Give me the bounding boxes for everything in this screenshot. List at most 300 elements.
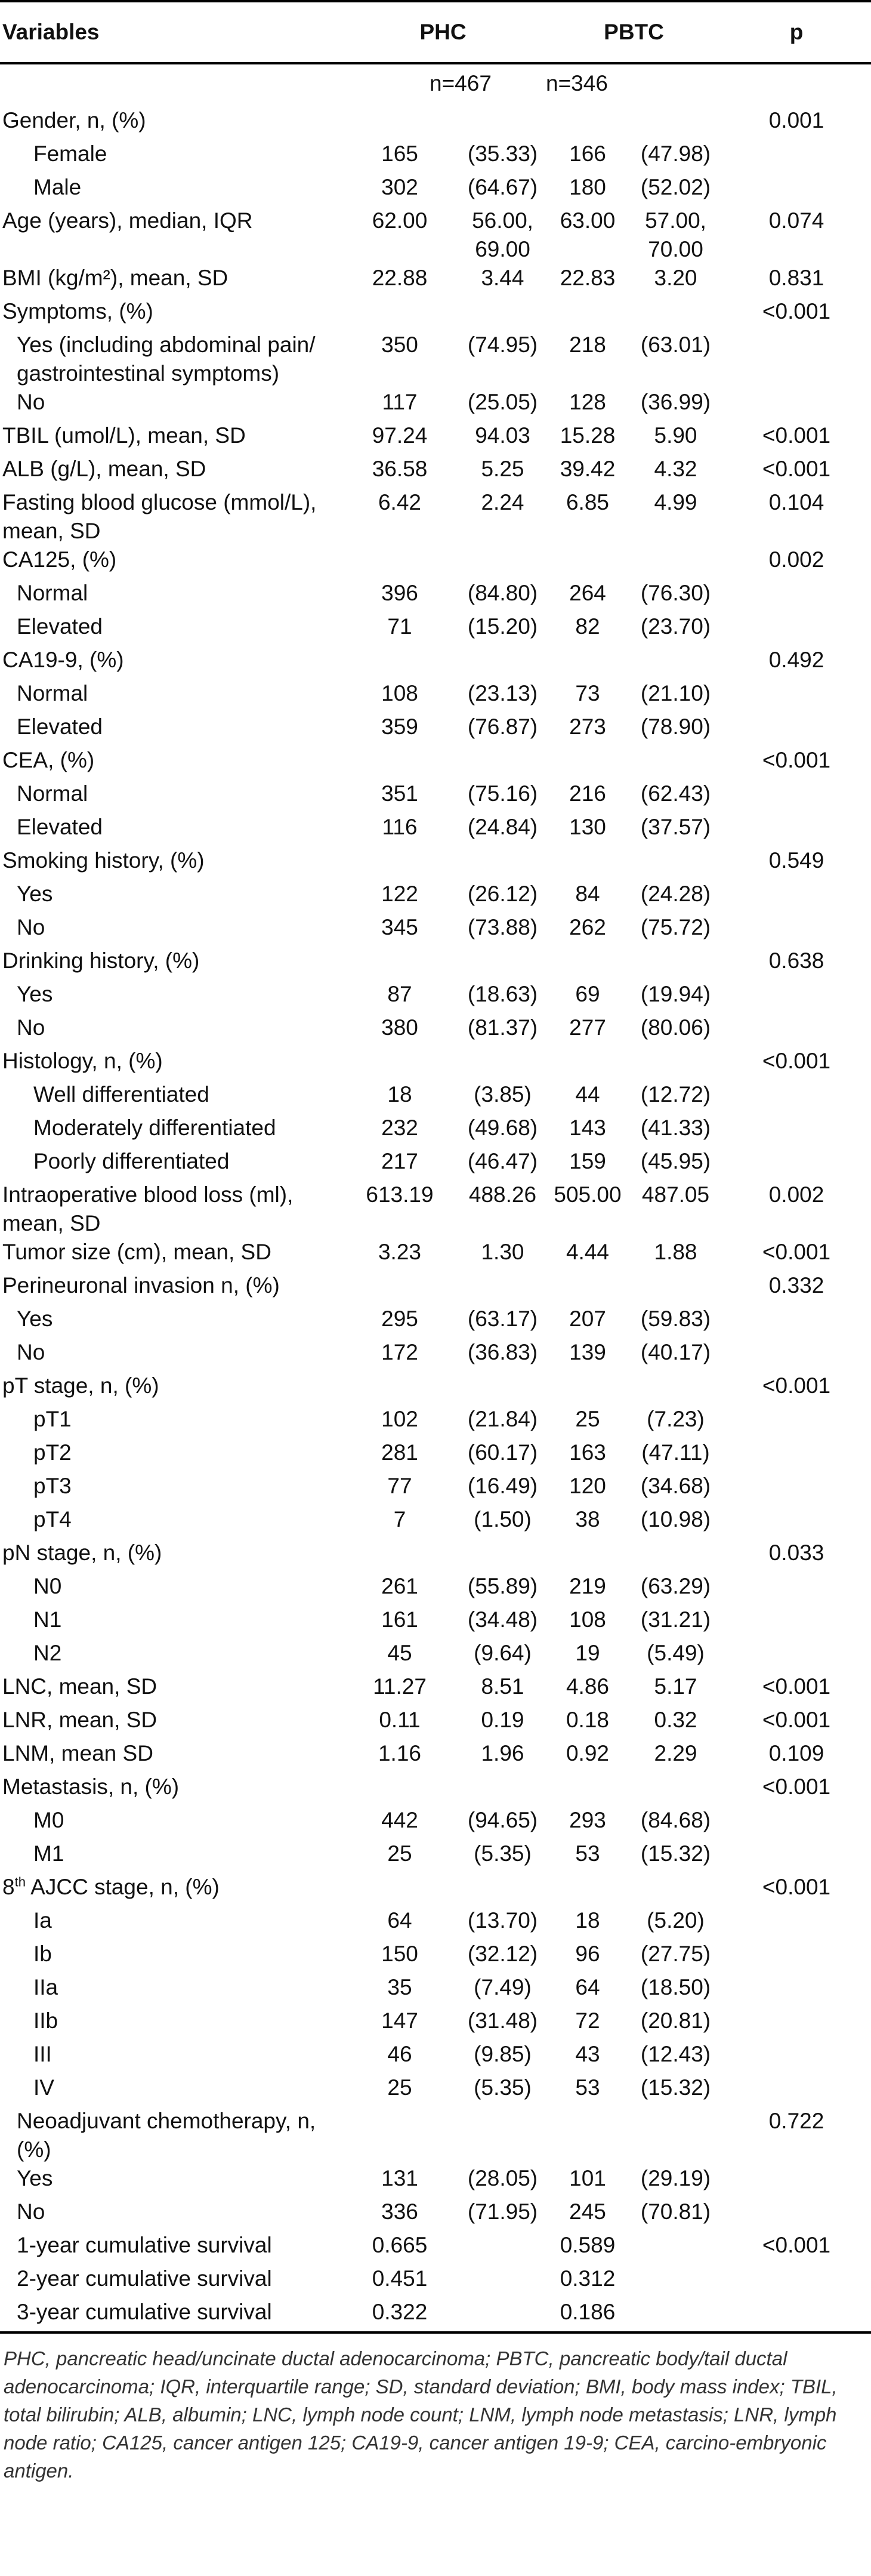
pbtc-detail: (24.28) — [640, 882, 711, 906]
row-label: LNR, mean, SD — [2, 1708, 157, 1732]
pbtc-detail: (45.95) — [640, 1149, 711, 1173]
pbtc-value: 143 — [569, 1116, 606, 1140]
pbtc-value: 219 — [569, 1574, 606, 1598]
table-row — [0, 1906, 871, 1940]
phc-value: 172 — [381, 1340, 418, 1364]
pbtc-value: 18 — [575, 1908, 600, 1933]
p-value — [722, 1572, 871, 1606]
pbtc-detail: (47.11) — [641, 1440, 710, 1465]
pbtc-value: 69 — [575, 982, 600, 1006]
phc-value: 295 — [381, 1307, 418, 1331]
row-label: Yes — [17, 1307, 53, 1331]
table-footnote: PHC, pancreatic head/uncinate ductal adenocarcinoma; PBTC, pancreatic body/tail ductal adenocarcinoma; IQR, interquartile range; SD, standard deviation; BMI, body mass index; TBIL, total bilirubin; ALB, albumin; LNC, lymph node count; LNM, lymph node metastasis; LNR, lymph node ratio; CA125, cancer antigen 125; CA19-9, cancer antigen 19-9; CEA, carcino-embryonic antigen. — [4, 2347, 838, 2482]
pbtc-detail: (19.94) — [640, 982, 711, 1006]
pbtc-value: 0.18 — [566, 1708, 609, 1732]
row-label: Perineuronal invasion n, (%) — [2, 1273, 280, 1298]
pbtc-detail: (47.98) — [640, 141, 711, 166]
p-value — [722, 1973, 871, 2007]
header-variables: Variables — [0, 1, 340, 63]
p-value — [722, 1338, 871, 1372]
pbtc-sample-size: n=346 — [546, 71, 608, 95]
p-value: <0.001 — [762, 1674, 831, 1699]
phc-value: 0.451 — [372, 2266, 428, 2291]
pbtc-value: 180 — [569, 175, 606, 199]
row-label: No — [17, 1015, 45, 1040]
row-label: Yes — [17, 2166, 53, 2190]
table-row — [0, 947, 871, 980]
p-value — [722, 1806, 871, 1839]
pbtc-detail: (15.32) — [640, 2075, 711, 2100]
p-value — [722, 331, 871, 388]
p-value — [722, 612, 871, 646]
table-row — [0, 713, 871, 746]
phc-value: 351 — [381, 781, 418, 806]
phc-value: 36.58 — [372, 457, 428, 481]
row-label: M0 — [33, 1808, 64, 1832]
p-value — [722, 980, 871, 1013]
table-row — [0, 207, 871, 264]
table-row — [0, 1873, 871, 1906]
pbtc-detail: (40.17) — [640, 1340, 711, 1364]
table-row — [0, 1839, 871, 1873]
p-value — [722, 1940, 871, 1973]
pbtc-detail — [629, 746, 722, 779]
phc-detail: (21.84) — [467, 1407, 538, 1431]
phc-detail: (74.95) — [467, 332, 538, 357]
table-row — [0, 546, 871, 579]
phc-detail — [459, 846, 546, 880]
pbtc-value: 15.28 — [560, 423, 616, 448]
table-row — [0, 1773, 871, 1806]
phc-value — [340, 1773, 459, 1806]
p-value — [722, 1013, 871, 1047]
row-label: Female — [33, 141, 107, 166]
p-value: 0.638 — [768, 948, 824, 973]
phc-detail — [459, 1271, 546, 1305]
table-row — [0, 579, 871, 612]
row-label: Normal — [17, 581, 88, 605]
row-label: No — [17, 1340, 45, 1364]
phc-detail: (18.63) — [467, 982, 538, 1006]
p-value — [722, 679, 871, 713]
phc-detail: 56.00, 69.00 — [472, 208, 533, 261]
phc-value: 117 — [382, 390, 418, 414]
p-value: 0.831 — [768, 266, 824, 290]
pbtc-detail: 0.32 — [654, 1708, 697, 1732]
table-row — [0, 1940, 871, 1973]
row-label: Poorly differentiated — [33, 1149, 230, 1173]
phc-value: 261 — [381, 1574, 418, 1598]
row-label: Histology, n, (%) — [2, 1049, 163, 1073]
p-value: 0.104 — [768, 490, 824, 514]
pbtc-detail: 3.20 — [654, 266, 697, 290]
phc-detail: 2.24 — [481, 490, 524, 514]
table-row — [0, 1080, 871, 1114]
phc-value — [340, 947, 459, 980]
row-label: Ib — [33, 1942, 52, 1966]
p-value — [722, 913, 871, 947]
pbtc-value: 108 — [569, 1607, 606, 1632]
pbtc-value: 53 — [575, 1841, 600, 1866]
pbtc-detail: (59.83) — [640, 1307, 711, 1331]
phc-value — [340, 1047, 459, 1080]
phc-value: 3.23 — [378, 1240, 421, 1264]
table-row — [0, 1706, 871, 1739]
p-value — [722, 2264, 871, 2298]
phc-value: 336 — [381, 2199, 418, 2224]
p-value: 0.109 — [768, 1741, 824, 1765]
row-label: LNM, mean SD — [2, 1741, 153, 1765]
table-row — [0, 2073, 871, 2107]
pbtc-detail: (21.10) — [640, 681, 711, 705]
table-row — [0, 813, 871, 846]
phc-sample-size: n=467 — [430, 71, 492, 95]
phc-value: 0.11 — [379, 1708, 421, 1732]
pbtc-value: 277 — [569, 1015, 606, 1040]
phc-value — [340, 746, 459, 779]
pbtc-value — [546, 546, 629, 579]
phc-value: 64 — [387, 1908, 412, 1933]
pbtc-detail — [629, 297, 722, 331]
pbtc-value — [546, 106, 629, 140]
pbtc-value — [546, 646, 629, 679]
phc-value: 396 — [381, 581, 418, 605]
p-value: <0.001 — [762, 423, 831, 448]
pbtc-value: 39.42 — [560, 457, 616, 481]
row-label: pT4 — [33, 1507, 72, 1532]
phc-detail: (49.68) — [467, 1116, 538, 1140]
phc-detail: (34.48) — [467, 1607, 538, 1632]
pbtc-value: 505.00 — [554, 1182, 622, 1207]
pbtc-value — [546, 846, 629, 880]
pbtc-detail: (23.70) — [640, 614, 711, 639]
pbtc-detail — [629, 2298, 722, 2332]
pbtc-value — [546, 1539, 629, 1572]
p-value — [722, 779, 871, 813]
phc-value: 359 — [381, 714, 418, 739]
table-row — [0, 1013, 871, 1047]
table-row — [0, 913, 871, 947]
p-value — [722, 1639, 871, 1672]
pbtc-detail: (84.68) — [640, 1808, 711, 1832]
row-label: Well differentiated — [33, 1082, 209, 1107]
p-value: <0.001 — [762, 1373, 831, 1398]
p-value: 0.033 — [768, 1540, 824, 1565]
pbtc-value: 0.92 — [566, 1741, 609, 1765]
p-value: <0.001 — [762, 1875, 831, 1899]
header-row — [0, 1, 871, 63]
pbtc-value: 63.00 — [560, 208, 616, 233]
pbtc-value: 22.83 — [560, 266, 616, 290]
pbtc-value: 84 — [575, 882, 600, 906]
pbtc-detail — [629, 546, 722, 579]
pbtc-detail: (5.49) — [647, 1641, 705, 1665]
p-value: 0.002 — [768, 1182, 824, 1207]
pbtc-value: 25 — [575, 1407, 600, 1431]
phc-value: 62.00 — [372, 208, 428, 233]
pbtc-value: 19 — [575, 1641, 600, 1665]
table-body — [0, 63, 871, 2332]
pbtc-value: 4.44 — [566, 1240, 609, 1264]
phc-detail: (23.13) — [467, 681, 538, 705]
pbtc-detail — [629, 2231, 722, 2264]
pbtc-value: 4.86 — [566, 1674, 609, 1699]
header-pbtc: PBTC — [546, 1, 722, 63]
phc-detail — [459, 947, 546, 980]
phc-detail: (46.47) — [467, 1149, 538, 1173]
phc-detail: 8.51 — [481, 1674, 524, 1699]
pbtc-detail — [629, 1271, 722, 1305]
phc-value: 116 — [382, 815, 418, 839]
phc-detail: (9.85) — [474, 2042, 532, 2066]
p-value: 0.722 — [768, 2109, 824, 2133]
pbtc-detail — [629, 1372, 722, 1405]
row-label: Symptoms, (%) — [2, 299, 153, 323]
row-label: Tumor size (cm), mean, SD — [2, 1240, 271, 1264]
table-row — [0, 1372, 871, 1405]
p-value — [722, 1305, 871, 1338]
p-value: 0.492 — [768, 648, 824, 672]
table-row — [0, 2164, 871, 2198]
table-row — [0, 2007, 871, 2040]
phc-detail — [459, 297, 546, 331]
phc-detail: (5.35) — [474, 2075, 532, 2100]
phc-value — [340, 846, 459, 880]
pbtc-value: 262 — [569, 915, 606, 939]
phc-value: 71 — [387, 614, 412, 639]
phc-detail: (76.87) — [467, 714, 538, 739]
pbtc-value — [546, 1271, 629, 1305]
pbtc-detail: 487.05 — [641, 1182, 710, 1207]
row-label: 2-year cumulative survival — [17, 2266, 272, 2291]
table-row — [0, 1147, 871, 1181]
phc-detail: (55.89) — [467, 1574, 538, 1598]
row-label: Yes — [17, 882, 53, 906]
table-row — [0, 331, 871, 388]
row-label: No — [17, 915, 45, 939]
p-value: <0.001 — [762, 1049, 831, 1073]
phc-value: 1.16 — [378, 1741, 421, 1765]
p-value: 0.002 — [768, 547, 824, 572]
pbtc-detail — [629, 1873, 722, 1906]
row-label: No — [17, 2199, 45, 2224]
pbtc-value — [546, 1372, 629, 1405]
p-value — [722, 1405, 871, 1438]
p-value: <0.001 — [762, 748, 831, 772]
pbtc-value — [546, 297, 629, 331]
table-row — [0, 1472, 871, 1505]
header-p: p — [722, 1, 871, 63]
row-label: III — [33, 2042, 52, 2066]
phc-value: 22.88 — [372, 266, 428, 290]
pbtc-detail: (15.32) — [640, 1841, 711, 1866]
p-value — [722, 579, 871, 612]
phc-detail: 1.96 — [481, 1741, 524, 1765]
phc-detail — [459, 2231, 546, 2264]
phc-detail — [459, 1873, 546, 1906]
pbtc-detail — [629, 2264, 722, 2298]
phc-detail: (36.83) — [467, 1340, 538, 1364]
row-label: Yes — [17, 982, 53, 1006]
pbtc-value: 96 — [575, 1942, 600, 1966]
pbtc-value: 163 — [569, 1440, 606, 1465]
pbtc-value: 273 — [569, 714, 606, 739]
table-row — [0, 1181, 871, 1238]
row-label: Normal — [17, 781, 88, 806]
table-row — [0, 2264, 871, 2298]
pbtc-value — [546, 1873, 629, 1906]
phc-detail — [459, 1047, 546, 1080]
phc-value: 11.27 — [373, 1674, 427, 1699]
phc-detail: (81.37) — [467, 1015, 538, 1040]
p-value — [722, 140, 871, 173]
phc-value: 45 — [387, 1641, 412, 1665]
pbtc-detail — [629, 2107, 722, 2164]
pbtc-value: 38 — [575, 1507, 600, 1532]
row-label: N0 — [33, 1574, 62, 1598]
row-label: Elevated — [17, 614, 103, 639]
phc-value: 102 — [381, 1407, 418, 1431]
pbtc-detail: (37.57) — [640, 815, 711, 839]
pbtc-detail: (63.01) — [640, 332, 711, 357]
row-label: CA125, (%) — [2, 547, 117, 572]
pbtc-detail: (18.50) — [640, 1975, 711, 1999]
p-value — [722, 2298, 871, 2332]
phc-value: 25 — [387, 2075, 412, 2100]
phc-detail — [459, 646, 546, 679]
phc-detail — [459, 1372, 546, 1405]
table-row — [0, 846, 871, 880]
phc-value — [340, 546, 459, 579]
pbtc-value — [546, 1773, 629, 1806]
phc-detail — [459, 546, 546, 579]
phc-value: 147 — [381, 2008, 418, 2033]
table-row — [0, 140, 871, 173]
table-row — [0, 1305, 871, 1338]
phc-value: 6.42 — [378, 490, 421, 514]
phc-value: 281 — [381, 1440, 418, 1465]
phc-detail: (94.65) — [467, 1808, 538, 1832]
row-label: Smoking history, (%) — [2, 848, 205, 873]
phc-detail: (16.49) — [467, 1474, 538, 1498]
pbtc-value: 245 — [569, 2199, 606, 2224]
phc-detail: (5.35) — [474, 1841, 532, 1866]
phc-value: 232 — [381, 1116, 418, 1140]
row-label: M1 — [33, 1841, 64, 1866]
table-row — [0, 1438, 871, 1472]
row-label: Normal — [17, 681, 88, 705]
table-row — [0, 2107, 871, 2164]
phc-value — [340, 1873, 459, 1906]
table-row — [0, 1672, 871, 1706]
phc-detail: (84.80) — [467, 581, 538, 605]
pbtc-detail: (10.98) — [640, 1507, 711, 1532]
p-value: <0.001 — [762, 1708, 831, 1732]
phc-detail: (73.88) — [467, 915, 538, 939]
phc-value: 350 — [381, 332, 418, 357]
pbtc-value: 0.312 — [560, 2266, 616, 2291]
phc-value — [340, 106, 459, 140]
row-label: Neoadjuvant chemotherapy, n, (%) — [17, 2109, 316, 2162]
phc-detail — [459, 2298, 546, 2332]
phc-value: 122 — [381, 882, 418, 906]
row-label: pT1 — [33, 1407, 72, 1431]
pbtc-detail: (63.29) — [640, 1574, 711, 1598]
table-row — [0, 880, 871, 913]
table-row — [0, 1271, 871, 1305]
pbtc-detail: (5.20) — [647, 1908, 705, 1933]
pbtc-detail: (78.90) — [640, 714, 711, 739]
pbtc-detail — [629, 106, 722, 140]
table-row — [0, 1639, 871, 1672]
pbtc-detail: (70.81) — [640, 2199, 711, 2224]
phc-detail — [459, 746, 546, 779]
p-value — [722, 1147, 871, 1181]
phc-value — [340, 297, 459, 331]
phc-value: 35 — [387, 1975, 412, 1999]
table-row — [0, 1505, 871, 1539]
p-value: 0.074 — [768, 208, 824, 233]
pbtc-value: 207 — [569, 1307, 606, 1331]
pbtc-value — [546, 746, 629, 779]
phc-detail — [459, 106, 546, 140]
phc-value: 0.322 — [340, 2298, 459, 2332]
phc-detail: (60.17) — [467, 1440, 538, 1465]
table-row — [0, 1539, 871, 1572]
phc-value: 97.24 — [372, 423, 428, 448]
pbtc-detail: (41.33) — [640, 1116, 711, 1140]
pbtc-detail: (76.30) — [640, 581, 711, 605]
p-value: 0.549 — [768, 848, 824, 873]
row-label: TBIL (umol/L), mean, SD — [2, 423, 246, 448]
ordinal-suffix: th — [14, 1874, 26, 1890]
table-row — [0, 980, 871, 1013]
pbtc-detail: (20.81) — [640, 2008, 711, 2033]
table-row — [0, 1739, 871, 1773]
pbtc-value: 53 — [575, 2075, 600, 2100]
phc-detail: 94.03 — [475, 423, 530, 448]
p-value — [722, 1114, 871, 1147]
table-row — [0, 297, 871, 331]
p-value — [722, 1505, 871, 1539]
pbtc-value: 0.186 — [546, 2298, 629, 2332]
row-label: pT2 — [33, 1440, 72, 1465]
phc-detail: 1.30 — [481, 1240, 524, 1264]
pbtc-detail — [629, 646, 722, 679]
phc-value: 161 — [381, 1607, 418, 1632]
table-row — [0, 1973, 871, 2007]
phc-value: 87 — [387, 982, 412, 1006]
phc-detail: (3.85) — [474, 1082, 532, 1107]
phc-detail: 5.25 — [481, 457, 524, 481]
p-value — [722, 713, 871, 746]
row-label: pN stage, n, (%) — [2, 1540, 162, 1565]
phc-value — [340, 2107, 459, 2164]
pbtc-value: 64 — [575, 1975, 600, 1999]
row-label: Male — [33, 175, 82, 199]
row-label: 8th AJCC stage, n, (%) — [2, 1874, 220, 1899]
phc-value: 345 — [381, 915, 418, 939]
phc-detail: (26.12) — [467, 882, 538, 906]
phc-value: 25 — [387, 1841, 412, 1866]
table-row — [0, 106, 871, 140]
pbtc-value: 101 — [569, 2166, 606, 2190]
p-value — [722, 1839, 871, 1873]
p-value — [722, 2007, 871, 2040]
phc-detail: (7.49) — [474, 1975, 532, 1999]
table-row — [0, 1606, 871, 1639]
pbtc-detail: (12.43) — [640, 2042, 711, 2066]
